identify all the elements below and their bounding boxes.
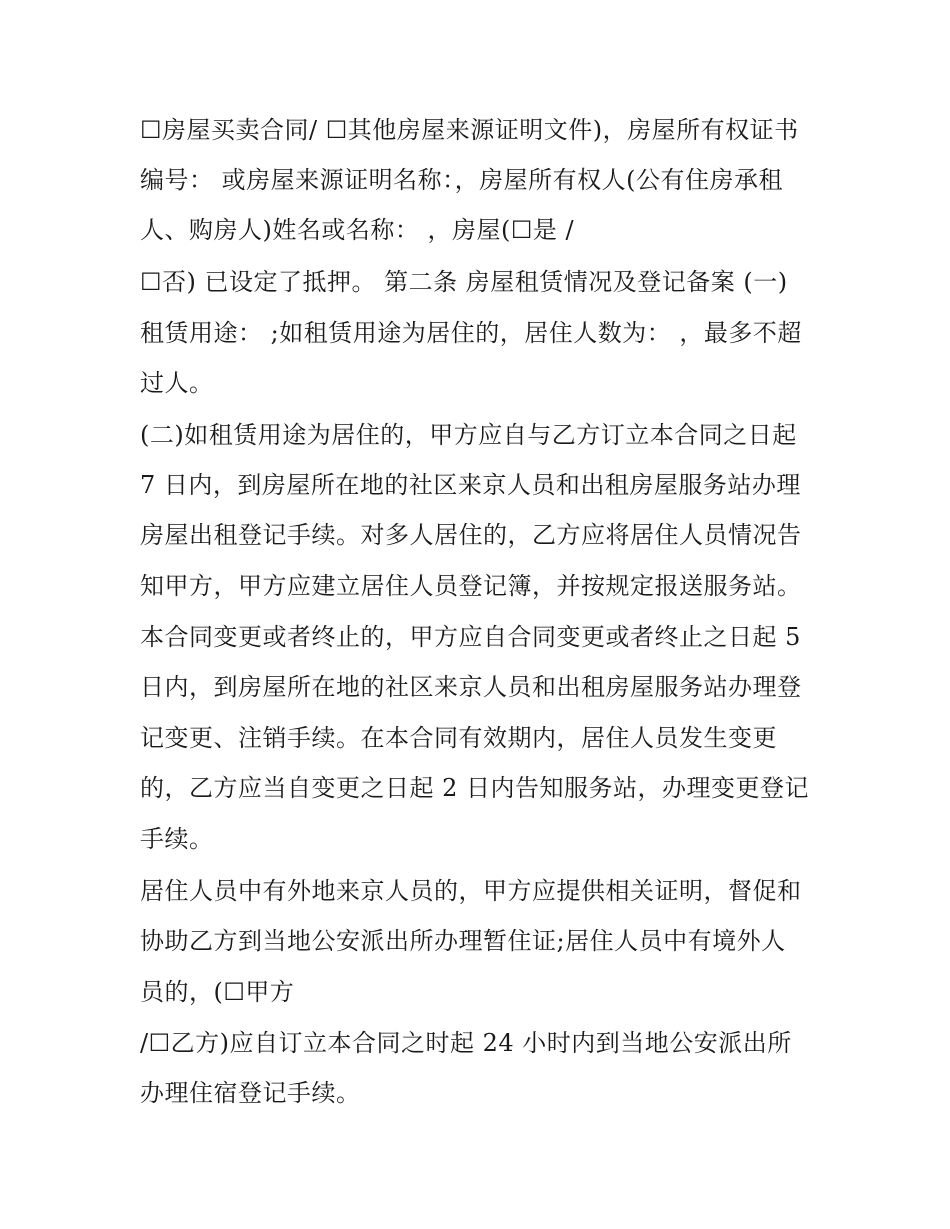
text-line: 房屋出租登记手续。对多人居住的，乙方应将居住人员情况告	[140, 521, 802, 549]
text-line: ☐否) 已设定了抵押。 第二条 房屋租赁情况及登记备案 (一)	[140, 268, 788, 296]
text-line: 编号： 或房屋来源证明名称：，房屋所有权人(公有住房承租	[140, 166, 783, 194]
text-line: /☐乙方)应自订立本合同之时起 24 小时内到当地公安派出所	[140, 1029, 792, 1057]
text-line: 员的，(☐甲方	[140, 978, 295, 1006]
text-line: ☐房屋买卖合同/ ☐其他房屋来源证明文件)，房屋所有权证书	[140, 116, 799, 144]
text-line: 租赁用途： ;如租赁用途为居住的，居住人数为： ，最多不超	[140, 319, 802, 347]
text-line: 的，乙方应当自变更之日起 2 日内告知服务站，办理变更登记	[140, 774, 810, 802]
text-line: 知甲方，甲方应建立居住人员登记簿，并按规定报送服务站。	[140, 572, 802, 600]
text-line: 协助乙方到当地公安派出所办理暂住证;居住人员中有境外人	[140, 927, 786, 955]
text-line: 办理住宿登记手续。	[140, 1079, 361, 1107]
text-line: 记变更、注销手续。在本合同有效期内，居住人员发生变更	[140, 724, 777, 752]
text-line: (二)如租赁用途为居住的，甲方应自与乙方订立本合同之日起	[140, 421, 797, 449]
text-line: 居住人员中有外地来京人员的，甲方应提供相关证明，督促和	[140, 877, 802, 905]
text-line: 日内，到房屋所在地的社区来京人员和出租房屋服务站办理登	[140, 673, 802, 701]
text-line: 手续。	[140, 825, 214, 853]
text-line: 本合同变更或者终止的，甲方应自合同变更或者终止之日起 5	[140, 623, 801, 651]
text-line: 7 日内，到房屋所在地的社区来京人员和出租房屋服务站办理	[140, 471, 801, 499]
text-line: 人、购房人)姓名或名称： ，房屋(☐是 /	[140, 216, 575, 244]
text-line: 过人。	[140, 369, 214, 397]
